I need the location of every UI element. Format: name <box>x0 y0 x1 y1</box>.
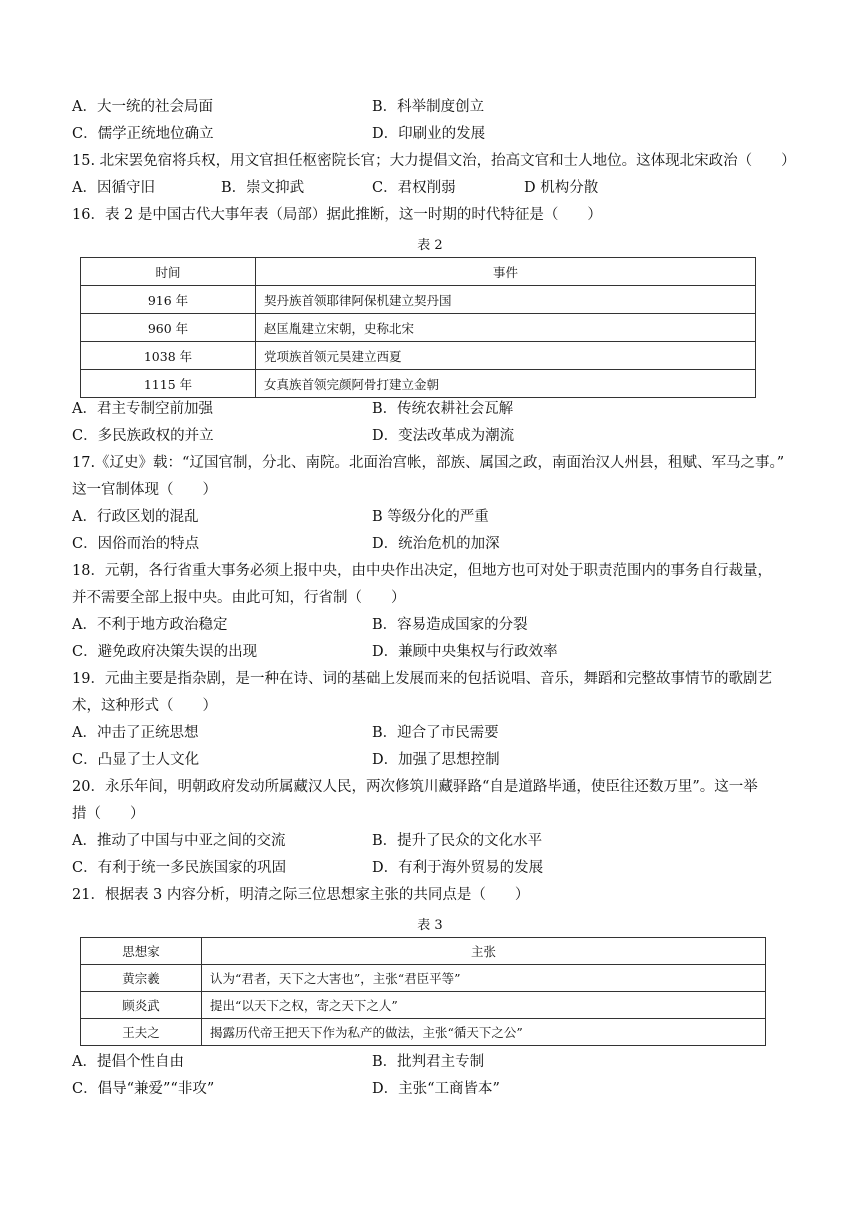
q19-stem-line1: 19．元曲主要是指杂剧，是一种在诗、词的基础上发展而来的包括说唱、音乐，舞蹈和完整故事情节的歌剧艺 <box>72 671 772 687</box>
q17-option-c: C．因俗而治的特点 <box>72 536 200 552</box>
q20-stem-line1: 20．永乐年间，明朝政府发动所属藏汉人民，两次修筑川藏驿路“自是道路毕通，使臣往还数万里”。这一举 <box>72 779 758 795</box>
q17-stem-line1: 17.《辽史》载：“辽国官制，分北、南院。北面治宫帐，部族、属国之政，南面治汉人州县，租赋、军马之事。” <box>72 455 785 471</box>
q20-option-a: A．推动了中国与中亚之间的交流 <box>72 833 286 849</box>
q18-option-d: D．兼顾中央集权与行政效率 <box>372 644 558 660</box>
q17-option-b: B 等级分化的严重 <box>372 509 489 525</box>
table-header-event: 事件 <box>256 258 756 286</box>
q15-stem: 15. 北宋罢免宿将兵权，用文官担任枢密院长官；大力提倡文治，抬高文官和士人地位。这体现北宋政治（ ） <box>72 153 796 169</box>
table-row <box>81 314 756 342</box>
q21-stem: 21．根据表 3 内容分析，明清之际三位思想家主张的共同点是（ ） <box>72 887 530 903</box>
table-cell-event: 赵匡胤建立宋朝，史称北宋 <box>256 314 756 342</box>
table-row <box>81 286 756 314</box>
table-row <box>81 992 766 1019</box>
q20-option-d: D．有利于海外贸易的发展 <box>372 860 544 876</box>
q18-option-a: A．不利于地方政治稳定 <box>72 617 228 633</box>
q15-option-b: B．崇文抑武 <box>221 180 305 196</box>
table-header-thinker: 思想家 <box>81 938 202 965</box>
q17-stem-line2: 这一官制体现（ ） <box>72 482 217 498</box>
q21-option-b: B．批判君主专制 <box>372 1054 485 1070</box>
table-row <box>81 342 756 370</box>
q21-option-a: A．提倡个性自由 <box>72 1054 184 1070</box>
table-cell-time: 960 年 <box>81 314 256 342</box>
q14-option-a: A．大一统的社会局面 <box>72 99 213 115</box>
table-cell-time: 916 年 <box>81 286 256 314</box>
table-3 <box>80 937 766 1046</box>
table-header-proposition: 主张 <box>202 938 766 965</box>
q18-option-c: C．避免政府决策失误的出现 <box>72 644 258 660</box>
q16-stem: 16．表 2 是中国古代大事年表（局部）据此推断，这一时期的时代特征是（ ） <box>72 207 602 223</box>
table-cell-proposition: 揭露历代帝王把天下作为私产的做法，主张“循天下之公” <box>202 1019 766 1046</box>
q16-option-d: D．变法改革成为潮流 <box>372 428 515 444</box>
table-cell-proposition: 提出“以天下之权，寄之天下之人” <box>202 992 766 1019</box>
q19-stem-line2: 术，这种形式（ ） <box>72 698 217 714</box>
table-cell-event: 契丹族首领耶律阿保机建立契丹国 <box>256 286 756 314</box>
q20-option-b: B．提升了民众的文化水平 <box>372 833 543 849</box>
q21-option-d: D．主张“工商皆本” <box>372 1081 500 1097</box>
table-cell-thinker: 顾炎武 <box>81 992 202 1019</box>
table-header-row <box>81 258 756 286</box>
table-cell-thinker: 黄宗羲 <box>81 965 202 992</box>
table-cell-proposition: 认为“君者，天下之大害也”，主张“君臣平等” <box>202 965 766 992</box>
table-cell-time: 1115 年 <box>81 370 256 398</box>
table-cell-event: 女真族首领完颜阿骨打建立金朝 <box>256 370 756 398</box>
q14-option-b: B．科举制度创立 <box>372 99 485 115</box>
q18-stem-line2: 并不需要全部上报中央。由此可知，行省制（ ） <box>72 590 406 606</box>
q17-option-a: A．行政区划的混乱 <box>72 509 199 525</box>
table-header-time: 时间 <box>81 258 256 286</box>
table-row <box>81 965 766 992</box>
table-row <box>81 1019 766 1046</box>
q19-option-c: C．凸显了士人文化 <box>72 752 200 768</box>
q18-stem-line1: 18．元朝，各行省重大事务必须上报中央，由中央作出决定，但地方也可对处于职责范围内的事务自行裁量， <box>72 563 772 579</box>
q16-option-c: C．多民族政权的并立 <box>72 428 214 444</box>
table-row <box>81 370 756 398</box>
q19-option-d: D．加强了思想控制 <box>372 752 500 768</box>
table-cell-thinker: 王夫之 <box>81 1019 202 1046</box>
table-2 <box>80 257 756 398</box>
q20-option-c: C．有利于统一多民族国家的巩固 <box>72 860 287 876</box>
q18-option-b: B．容易造成国家的分裂 <box>372 617 528 633</box>
table-cell-event: 党项族首领元昊建立西夏 <box>256 342 756 370</box>
q19-option-a: A．冲击了正统思想 <box>72 725 199 741</box>
q16-option-a: A．君主专制空前加强 <box>72 401 213 417</box>
q14-option-c: C．儒学正统地位确立 <box>72 126 214 142</box>
table2-caption: 表 2 <box>417 238 443 253</box>
table3-caption: 表 3 <box>417 918 443 933</box>
table-cell-time: 1038 年 <box>81 342 256 370</box>
q14-option-d: D．印刷业的发展 <box>372 126 486 142</box>
q19-option-b: B．迎合了市民需要 <box>372 725 499 741</box>
table-header-row <box>81 938 766 965</box>
q16-option-b: B．传统农耕社会瓦解 <box>372 401 514 417</box>
q15-option-c: C．君权削弱 <box>372 180 456 196</box>
q20-stem-line2: 措（ ） <box>72 806 145 822</box>
q15-option-a: A．因循守旧 <box>72 180 155 196</box>
q17-option-d: D．统治危机的加深 <box>372 536 500 552</box>
q15-option-d: D 机构分散 <box>524 180 599 196</box>
q21-option-c: C．倡导“兼爱”“非攻” <box>72 1081 215 1097</box>
